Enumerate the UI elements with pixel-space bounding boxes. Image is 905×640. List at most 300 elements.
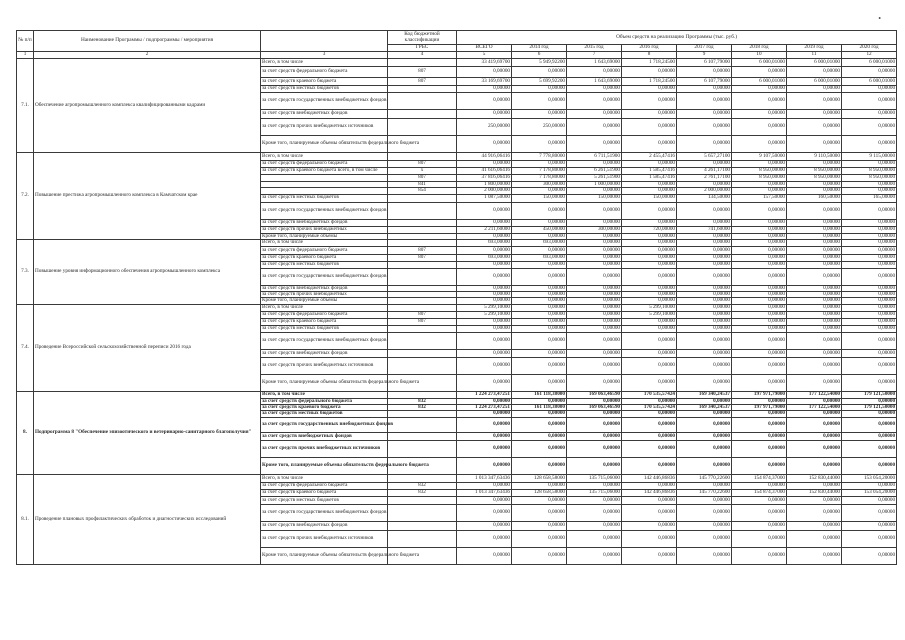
amount-cell: 0,00000 — [622, 530, 677, 547]
amount-cell: 0,00000 — [622, 254, 677, 261]
amount-cell: 0,00000 — [567, 233, 622, 239]
amount-cell: 450,00000 — [512, 226, 567, 233]
amount-cell: 0,00000 — [512, 530, 567, 547]
amount-cell: 0,00000 — [622, 119, 677, 136]
amount-cell: 0,00000 — [677, 86, 732, 93]
amount-cell: 0,00000 — [842, 304, 897, 311]
amount-cell: 0,00000 — [457, 374, 512, 391]
budget-document-page — [16, 30, 896, 565]
amount-cell: 0,00000 — [732, 202, 787, 219]
amount-cell: 0,00000 — [622, 496, 677, 504]
funding-source: за счет средств государственных внебюджетных фондов — [261, 93, 388, 110]
amount-cell: 0,00000 — [512, 86, 567, 93]
amount-cell: 5 299,10000 — [457, 311, 512, 318]
amount-cell: 0,00000 — [677, 161, 732, 168]
amount-cell: 5 657,27100 — [677, 153, 732, 161]
funding-source: Всего, в том числе — [261, 153, 388, 161]
amount-cell: 0,00000 — [732, 530, 787, 547]
amount-cell: 0,00000 — [842, 268, 897, 285]
amount-cell: 0,00000 — [512, 457, 567, 474]
amount-cell: 0,00000 — [732, 161, 787, 168]
funding-source: за счет средств внебюджетных фондов — [261, 349, 388, 357]
funding-source: за счет средств внебюджетных фондов — [261, 110, 388, 119]
amount-cell: 0,00000 — [677, 311, 732, 318]
amount-cell: 0,00000 — [622, 457, 677, 474]
amount-cell: 693,00000 — [457, 254, 512, 261]
amount-cell: 0,00000 — [512, 298, 567, 304]
funding-source: за счет средств местных бюджетов — [261, 325, 388, 332]
amount-cell: 0,00000 — [732, 547, 787, 564]
amount-cell: 5 949,92200 — [512, 59, 567, 67]
funding-source: Кроме того, планируемые объемы — [261, 298, 388, 304]
amount-cell: 0,00000 — [457, 292, 512, 298]
column-index: 11 — [787, 52, 842, 59]
amount-cell: 6 107,79000 — [677, 59, 732, 67]
column-index: 3 — [261, 52, 388, 59]
amount-cell: 0,00000 — [842, 202, 897, 219]
grbs-code — [388, 268, 457, 285]
amount-cell: 5 299,10000 — [622, 311, 677, 318]
amount-cell: 0,00000 — [512, 349, 567, 357]
amount-cell: 0,00000 — [842, 318, 897, 325]
amount-cell: 0,00000 — [732, 318, 787, 325]
amount-cell: 33 419,69700 — [457, 59, 512, 67]
amount-cell: 152 830,44000 — [787, 474, 842, 482]
header-year-2019: 2019 год — [787, 45, 842, 52]
amount-cell: 0,00000 — [732, 496, 787, 504]
funding-source: за счет средств внебюджетных фондов — [261, 219, 388, 226]
amount-cell: 0,00000 — [512, 398, 567, 404]
funding-source: за счет средств местных бюджетов — [261, 86, 388, 93]
item-number: 7.4. — [17, 304, 34, 391]
amount-cell: 0,00000 — [842, 86, 897, 93]
amount-cell: 0,00000 — [677, 292, 732, 298]
amount-cell: 161 118,38000 — [512, 405, 567, 411]
amount-cell: 0,00000 — [842, 239, 897, 246]
amount-cell: 0,00000 — [567, 161, 622, 168]
column-index: 2 — [34, 52, 261, 59]
amount-cell: 0,00000 — [457, 325, 512, 332]
table-row — [17, 474, 897, 482]
grbs-code — [388, 504, 457, 521]
amount-cell: 0,00000 — [677, 67, 732, 78]
header-name: Наименование Программы / подпрограммы / мероприятия — [34, 31, 261, 52]
amount-cell: 5 299,10000 — [622, 304, 677, 311]
amount-cell: 0,00000 — [457, 547, 512, 564]
amount-cell: 0,00000 — [622, 136, 677, 153]
amount-cell: 0,00000 — [787, 161, 842, 168]
amount-cell: 0,00000 — [787, 457, 842, 474]
amount-cell: 0,00000 — [787, 67, 842, 78]
column-index: 10 — [732, 52, 787, 59]
funding-source: за счет средств местных бюджетов — [261, 261, 388, 268]
amount-cell: 0,00000 — [787, 93, 842, 110]
grbs-code — [388, 325, 457, 332]
amount-cell: 0,00000 — [567, 86, 622, 93]
amount-cell: 0,00000 — [677, 239, 732, 246]
amount-cell: 0,00000 — [732, 398, 787, 404]
amount-cell: 0,00000 — [787, 357, 842, 374]
funding-source: за счет средств внебюджетных фондов — [261, 432, 388, 440]
funding-source: за счет средств федерального бюджета — [261, 398, 388, 404]
table-row — [17, 304, 897, 311]
amount-cell: 0,00000 — [842, 374, 897, 391]
amount-cell: 0,00000 — [622, 239, 677, 246]
amount-cell: 0,00000 — [677, 318, 732, 325]
amount-cell: 0,00000 — [842, 226, 897, 233]
amount-cell: 0,00000 — [842, 411, 897, 417]
amount-cell: 0,00000 — [842, 110, 897, 119]
amount-cell: 1 013 347,63436 — [457, 474, 512, 482]
amount-cell: 0,00000 — [732, 298, 787, 304]
amount-cell: 0,00000 — [622, 298, 677, 304]
amount-cell: 0,00000 — [732, 182, 787, 188]
amount-cell: 0,00000 — [787, 246, 842, 254]
amount-cell: 0,00000 — [732, 246, 787, 254]
amount-cell: 1 224 273,47251 — [457, 405, 512, 411]
amount-cell: 250,00000 — [457, 119, 512, 136]
amount-cell: 0,00000 — [567, 457, 622, 474]
amount-cell: 134,50000 — [677, 194, 732, 202]
amount-cell: 142 446,86836 — [622, 489, 677, 496]
amount-cell: 6 000,01000 — [787, 59, 842, 67]
grbs-code: 807 — [388, 67, 457, 78]
amount-cell: 0,00000 — [622, 182, 677, 188]
grbs-code — [388, 202, 457, 219]
amount-cell: 0,00000 — [567, 357, 622, 374]
funding-source: за счет средств внебюджетных фондов — [261, 285, 388, 291]
table-row — [17, 239, 897, 246]
amount-cell: 6 000,01000 — [732, 59, 787, 67]
amount-cell: 152 830,44000 — [787, 489, 842, 496]
amount-cell: 0,00000 — [732, 86, 787, 93]
amount-cell: 0,00000 — [512, 521, 567, 530]
amount-cell: 0,00000 — [842, 93, 897, 110]
amount-cell: 145 770,22600 — [677, 474, 732, 482]
grbs-code — [388, 417, 457, 432]
amount-cell: 37 816,06416 — [457, 175, 512, 182]
amount-cell: 150,00000 — [622, 194, 677, 202]
item-number: 7.1. — [17, 59, 34, 153]
amount-cell: 0,00000 — [787, 298, 842, 304]
amount-cell: 0,00000 — [567, 349, 622, 357]
amount-cell: 0,00000 — [732, 136, 787, 153]
amount-cell: 0,00000 — [677, 482, 732, 489]
amount-cell: 0,00000 — [842, 233, 897, 239]
amount-cell: 0,00000 — [787, 304, 842, 311]
amount-cell: 0,00000 — [842, 432, 897, 440]
funding-source: за счет средств местных бюджетов — [261, 411, 388, 417]
funding-source: за счет средств государственных внебюджетных фондов — [261, 332, 388, 349]
funding-source: Всего, в том числе — [261, 391, 388, 398]
amount-cell: 0,00000 — [622, 398, 677, 404]
grbs-code: 807 — [388, 161, 457, 168]
grbs-code: 832 — [388, 405, 457, 411]
amount-cell: 0,00000 — [622, 504, 677, 521]
amount-cell: 0,00000 — [677, 398, 732, 404]
funding-source: за счет средств прочих внебюджетных — [261, 292, 388, 298]
amount-cell: 0,00000 — [787, 417, 842, 432]
amount-cell: 0,00000 — [567, 374, 622, 391]
funding-source: Всего, в том числе — [261, 304, 388, 311]
amount-cell: 0,00000 — [787, 521, 842, 530]
funding-source: за счет средств прочих внебюджетных источников — [261, 530, 388, 547]
grbs-code — [388, 521, 457, 530]
amount-cell: 0,00000 — [787, 504, 842, 521]
amount-cell: 0,00000 — [457, 530, 512, 547]
amount-cell: 6 000,01000 — [787, 78, 842, 86]
amount-cell: 0,00000 — [512, 246, 567, 254]
amount-cell: 0,00000 — [787, 440, 842, 457]
amount-cell: 0,00000 — [677, 93, 732, 110]
amount-cell: 1 585,47416 — [622, 175, 677, 182]
amount-cell: 0,00000 — [787, 268, 842, 285]
amount-cell: 0,00000 — [842, 292, 897, 298]
funding-source: за счет средств местных бюджетов — [261, 194, 388, 202]
amount-cell: 0,00000 — [732, 304, 787, 311]
amount-cell: 0,00000 — [677, 496, 732, 504]
amount-cell: 0,00000 — [677, 233, 732, 239]
amount-cell: 153 054,20000 — [842, 489, 897, 496]
grbs-code — [388, 239, 457, 246]
amount-cell: 0,00000 — [677, 119, 732, 136]
header-kbk: Код бюджетной классификации — [388, 31, 457, 45]
funding-source: за счет средств прочих внебюджетных источников — [261, 357, 388, 374]
funding-source: за счет средств федерального бюджета — [261, 67, 388, 78]
amount-cell: 135 715,06000 — [567, 474, 622, 482]
amount-cell: 0,00000 — [512, 374, 567, 391]
amount-cell: 0,00000 — [567, 261, 622, 268]
amount-cell: 0,00000 — [512, 285, 567, 291]
amount-cell: 720,00000 — [622, 226, 677, 233]
item-name: Обеспечение агропромышленного комплекса квалифицированными кадрами — [34, 59, 261, 153]
amount-cell: 0,00000 — [787, 496, 842, 504]
amount-cell: 1 585,47416 — [622, 168, 677, 175]
amount-cell: 0,00000 — [677, 530, 732, 547]
amount-cell: 0,00000 — [457, 357, 512, 374]
grbs-code — [388, 474, 457, 482]
grbs-code — [388, 153, 457, 161]
funding-source: за счет средств федерального бюджета — [261, 161, 388, 168]
grbs-code — [388, 93, 457, 110]
funding-source: Всего, в том числе — [261, 474, 388, 482]
amount-cell: 135 715,06000 — [567, 489, 622, 496]
amount-cell: 153 054,20000 — [842, 474, 897, 482]
amount-cell: 0,00000 — [842, 285, 897, 291]
amount-cell: 0,00000 — [732, 93, 787, 110]
header-source — [261, 31, 388, 52]
amount-cell: 8 950,00000 — [787, 175, 842, 182]
amount-cell: 2 455,47416 — [622, 153, 677, 161]
amount-cell: 0,00000 — [677, 285, 732, 291]
amount-cell: 0,00000 — [457, 521, 512, 530]
amount-cell: 0,00000 — [457, 161, 512, 168]
funding-source: за счет средств федерального бюджета — [261, 482, 388, 489]
amount-cell: 0,00000 — [732, 311, 787, 318]
amount-cell: 0,00000 — [787, 311, 842, 318]
amount-cell: 0,00000 — [732, 188, 787, 194]
grbs-code — [388, 332, 457, 349]
amount-cell: 169 063,46590 — [567, 405, 622, 411]
amount-cell: 0,00000 — [787, 530, 842, 547]
amount-cell: 5 699,92200 — [512, 78, 567, 86]
column-index: 1 — [17, 52, 34, 59]
amount-cell: 0,00000 — [677, 457, 732, 474]
amount-cell: 0,00000 — [622, 325, 677, 332]
amount-cell: 0,00000 — [457, 504, 512, 521]
amount-cell: 0,00000 — [512, 311, 567, 318]
item-number: 7.3. — [17, 239, 34, 304]
column-index-row — [17, 52, 897, 59]
amount-cell: 0,00000 — [787, 285, 842, 291]
grbs-code: х — [388, 168, 457, 175]
grbs-code: 832 — [388, 482, 457, 489]
amount-cell: 0,00000 — [567, 482, 622, 489]
amount-cell: 0,00000 — [567, 521, 622, 530]
amount-cell: 0,00000 — [567, 268, 622, 285]
amount-cell: 0,00000 — [787, 254, 842, 261]
amount-cell: 2 761,17100 — [677, 175, 732, 182]
amount-cell: 6 711,51900 — [567, 153, 622, 161]
amount-cell: 0,00000 — [677, 246, 732, 254]
grbs-code: 832 — [388, 398, 457, 404]
amount-cell: 0,00000 — [512, 93, 567, 110]
column-index: 5 — [457, 52, 512, 59]
amount-cell: 0,00000 — [787, 188, 842, 194]
amount-cell: 0,00000 — [512, 268, 567, 285]
amount-cell: 8 950,00000 — [787, 168, 842, 175]
item-number: 7.2. — [17, 153, 34, 240]
amount-cell: 0,00000 — [842, 457, 897, 474]
amount-cell: 0,00000 — [622, 292, 677, 298]
amount-cell: 128 658,58000 — [512, 489, 567, 496]
grbs-code — [388, 119, 457, 136]
amount-cell: 0,00000 — [457, 136, 512, 153]
amount-cell: 0,00000 — [677, 417, 732, 432]
amount-cell: 0,00000 — [787, 482, 842, 489]
amount-cell: 0,00000 — [732, 411, 787, 417]
amount-cell: 0,00000 — [732, 374, 787, 391]
amount-cell: 693,00000 — [512, 254, 567, 261]
amount-cell: 0,00000 — [512, 261, 567, 268]
amount-cell: 0,00000 — [732, 67, 787, 78]
amount-cell: 0,00000 — [677, 202, 732, 219]
amount-cell: 9 110,50000 — [787, 153, 842, 161]
amount-cell: 0,00000 — [622, 521, 677, 530]
amount-cell: 0,00000 — [567, 136, 622, 153]
amount-cell: 0,00000 — [677, 411, 732, 417]
amount-cell: 0,00000 — [842, 357, 897, 374]
funding-source: за счет средств федерального бюджета — [261, 246, 388, 254]
amount-cell: 0,00000 — [567, 93, 622, 110]
amount-cell: 0,00000 — [512, 202, 567, 219]
amount-cell: 0,00000 — [512, 325, 567, 332]
header-num: № п/п — [17, 31, 34, 52]
amount-cell: 0,00000 — [567, 440, 622, 457]
header-year-2015: 2015 год — [567, 45, 622, 52]
amount-cell: 128 658,58000 — [512, 474, 567, 482]
amount-cell: 0,00000 — [567, 119, 622, 136]
amount-cell: 0,00000 — [842, 504, 897, 521]
amount-cell: 0,00000 — [457, 67, 512, 78]
amount-cell: 0,00000 — [677, 219, 732, 226]
amount-cell: 0,00000 — [677, 268, 732, 285]
amount-cell: 154 874,37000 — [732, 474, 787, 482]
funding-source: за счет средств краевого бюджета — [261, 405, 388, 411]
funding-source: за счет средств прочих внебюджетных — [261, 226, 388, 233]
amount-cell: 0,00000 — [842, 136, 897, 153]
amount-cell: 0,00000 — [787, 349, 842, 357]
amount-cell: 0,00000 — [732, 261, 787, 268]
amount-cell: 0,00000 — [787, 398, 842, 404]
amount-cell: 0,00000 — [512, 136, 567, 153]
amount-cell: 0,00000 — [732, 521, 787, 530]
grbs-code: 807 — [388, 175, 457, 182]
amount-cell: 0,00000 — [787, 261, 842, 268]
item-number: 8. — [17, 391, 34, 474]
amount-cell: 0,00000 — [457, 349, 512, 357]
amount-cell: 0,00000 — [732, 349, 787, 357]
amount-cell: 0,00000 — [787, 233, 842, 239]
amount-cell: 0,00000 — [457, 110, 512, 119]
amount-cell: 0,00000 — [842, 246, 897, 254]
amount-cell: 0,00000 — [622, 357, 677, 374]
amount-cell: 0,00000 — [567, 285, 622, 291]
table-row — [17, 391, 897, 398]
amount-cell: 0,00000 — [622, 349, 677, 357]
item-name: Подпрограмма 8 "Обеспечение эпизоотического и ветеринарно-санитарного благополучия" — [34, 391, 261, 474]
amount-cell: 6 000,01000 — [842, 78, 897, 86]
amount-cell: 0,00000 — [787, 110, 842, 119]
amount-cell: 0,00000 — [622, 482, 677, 489]
amount-cell: 0,00000 — [457, 432, 512, 440]
grbs-code — [388, 226, 457, 233]
amount-cell: 0,00000 — [787, 86, 842, 93]
amount-cell: 0,00000 — [787, 219, 842, 226]
grbs-code: 832 — [388, 489, 457, 496]
amount-cell: 0,00000 — [457, 398, 512, 404]
amount-cell: 0,00000 — [732, 325, 787, 332]
amount-cell: 0,00000 — [842, 325, 897, 332]
amount-cell: 0,00000 — [677, 254, 732, 261]
amount-cell: 741,60000 — [677, 226, 732, 233]
funding-source — [261, 175, 388, 182]
grbs-code: 807 — [388, 78, 457, 86]
grbs-code — [388, 357, 457, 374]
amount-cell: 250,00000 — [512, 119, 567, 136]
item-name: Повышение престижа агропромышленного комплекса в Камчатском крае — [34, 153, 261, 240]
amount-cell: 0,00000 — [622, 285, 677, 291]
amount-cell: 0,00000 — [622, 411, 677, 417]
amount-cell: 0,00000 — [567, 311, 622, 318]
amount-cell: 0,00000 — [677, 349, 732, 357]
amount-cell: 0,00000 — [677, 136, 732, 153]
amount-cell: 0,00000 — [732, 285, 787, 291]
table-body — [17, 31, 897, 565]
amount-cell: 0,00000 — [842, 547, 897, 564]
amount-cell: 0,00000 — [842, 332, 897, 349]
amount-cell: 0,00000 — [622, 233, 677, 239]
amount-cell: 6 000,01000 — [732, 78, 787, 86]
funding-source: Всего, в том числе — [261, 59, 388, 67]
funding-source: за счет средств краевого бюджета — [261, 318, 388, 325]
amount-cell: 693,00000 — [457, 239, 512, 246]
corner-mark: • — [878, 14, 881, 23]
amount-cell: 0,00000 — [567, 202, 622, 219]
funding-source: за счет средств прочих внебюджетных источников — [261, 440, 388, 457]
grbs-code — [388, 110, 457, 119]
amount-cell: 0,00000 — [732, 254, 787, 261]
